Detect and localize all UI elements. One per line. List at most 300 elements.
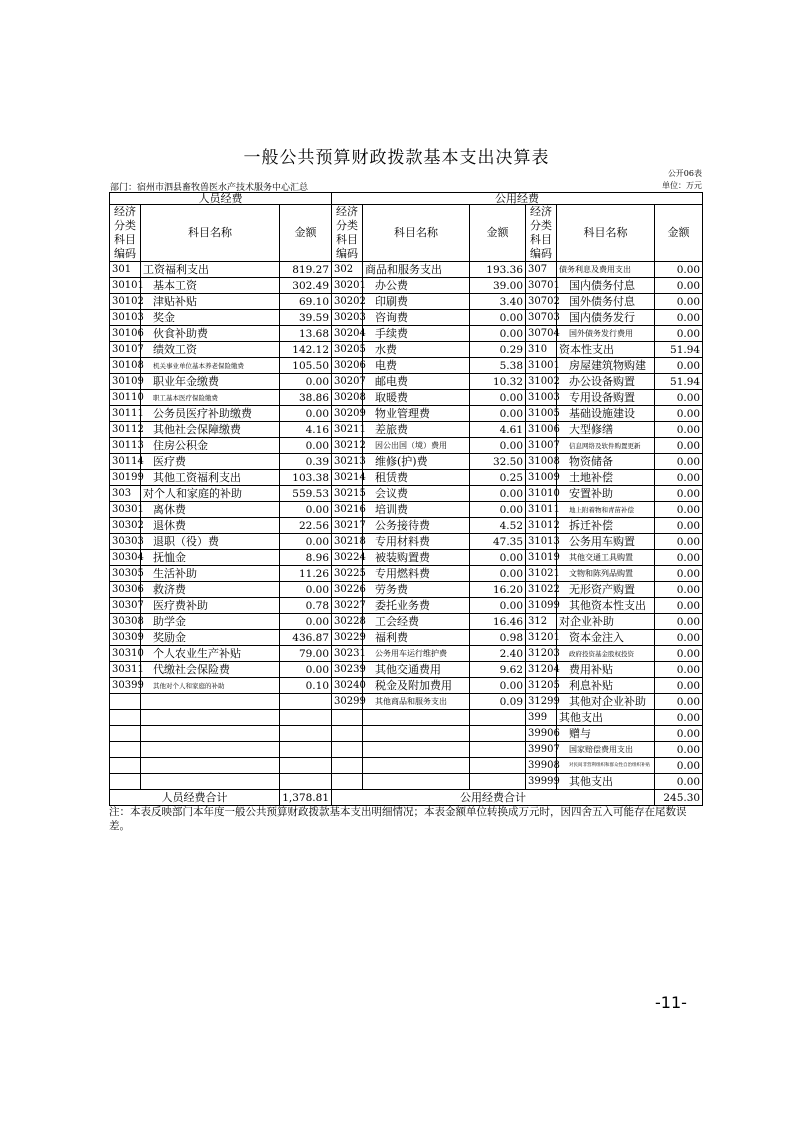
footnote: 注：本表反映部门本年度一般公共预算财政拨款基本支出明细情况；本表金额单位转换成万元时，因四舍五入可能存在尾数误差。 (109, 806, 687, 832)
table-cell-code (110, 694, 141, 710)
table-cell-code (332, 774, 363, 790)
table-cell-amount: 0.00 (655, 566, 703, 582)
table-cell-amount: 0.00 (280, 582, 332, 598)
table-row (110, 406, 703, 422)
table-cell-name: 奖励金 (141, 630, 280, 646)
table-cell-name: 绩效工资 (141, 342, 280, 358)
table-cell-name: 救济费 (141, 582, 280, 598)
table-cell-code: 301 (110, 262, 141, 278)
table-cell-name: 劳务费 (363, 582, 470, 598)
table-cell-code: 31011 (526, 502, 557, 518)
section-public: 公用经费 (332, 193, 703, 205)
table-cell-amount: 2.40 (470, 646, 526, 662)
table-cell-amount: 436.87 (280, 630, 332, 646)
table-cell-code: 30302 (110, 518, 141, 534)
table-cell-amount: 0.00 (655, 486, 703, 502)
table-cell-amount: 0.00 (280, 614, 332, 630)
table-cell-name: 医疗费补助 (141, 598, 280, 614)
table-row (110, 454, 703, 470)
table-cell-code: 30113 (110, 438, 141, 454)
table-cell-code: 30303 (110, 534, 141, 550)
table-cell-name: 商品和服务支出 (363, 262, 470, 278)
table-cell-code: 30102 (110, 294, 141, 310)
table-cell-amount: 0.00 (470, 598, 526, 614)
table-cell-name: 机关事业单位基本养老保险缴费 (141, 358, 280, 374)
table-cell-amount: 0.00 (655, 694, 703, 710)
table-cell-code: 31204 (526, 662, 557, 678)
table-cell-name (363, 758, 470, 774)
table-cell-code: 30109 (110, 374, 141, 390)
table-cell-code (110, 726, 141, 742)
table-cell-name: 其他交通费用 (363, 662, 470, 678)
table-cell-code: 31009 (526, 470, 557, 486)
table-cell-name: 专用材料费 (363, 534, 470, 550)
table-cell-amount: 16.20 (470, 582, 526, 598)
table-cell-name: 公务接待费 (363, 518, 470, 534)
table-cell-name: 津贴补贴 (141, 294, 280, 310)
table-cell-code: 30206 (332, 358, 363, 374)
table-cell-code: 31001 (526, 358, 557, 374)
table-cell-amount: 0.00 (470, 678, 526, 694)
table-cell-amount: 0.00 (655, 358, 703, 374)
table-cell-name: 被装购置费 (363, 550, 470, 566)
table-cell-code: 30310 (110, 646, 141, 662)
table-cell-name: 物业管理费 (363, 406, 470, 422)
table-cell-amount: 32.50 (470, 454, 526, 470)
table-cell-name: 因公出国（境）费用 (363, 438, 470, 454)
table-cell-amount (280, 758, 332, 774)
table-cell-name: 其他支出 (557, 710, 655, 726)
table-cell-code: 399 (526, 710, 557, 726)
table-cell-name: 租赁费 (363, 470, 470, 486)
table-cell-amount: 0.00 (655, 662, 703, 678)
table-cell-amount: 0.00 (655, 646, 703, 662)
table-cell-name: 政府投资基金股权投资 (557, 646, 655, 662)
table-cell-amount: 39.59 (280, 310, 332, 326)
form-number: 公开06表 (667, 169, 702, 178)
table-row (110, 710, 703, 726)
table-cell-name: 无形资产购置 (557, 582, 655, 598)
table-cell-code: 30226 (332, 582, 363, 598)
table-cell-amount (470, 758, 526, 774)
table-row (110, 758, 703, 774)
table-cell-code (110, 758, 141, 774)
table-cell-code: 30240 (332, 678, 363, 694)
table-cell-amount: 0.00 (280, 406, 332, 422)
table-cell-code: 31099 (526, 598, 557, 614)
table-cell-code: 30207 (332, 374, 363, 390)
table-cell-code: 31007 (526, 438, 557, 454)
table-row (110, 646, 703, 662)
table-cell-name: 信息网络及软件购置更新 (557, 438, 655, 454)
table-row (110, 310, 703, 326)
header-code: 经济分类科目编码 (332, 205, 363, 262)
table-cell-amount: 0.00 (470, 486, 526, 502)
table-cell-amount: 10.32 (470, 374, 526, 390)
table-cell-code: 31006 (526, 422, 557, 438)
table-cell-name: 工会经费 (363, 614, 470, 630)
table-row (110, 630, 703, 646)
table-cell-code (110, 774, 141, 790)
table-cell-code: 39999 (526, 774, 557, 790)
table-row (110, 374, 703, 390)
table-cell-name: 工资福利支出 (141, 262, 280, 278)
table-cell-code: 30111 (110, 406, 141, 422)
table-cell-name: 住房公积金 (141, 438, 280, 454)
table-cell-amount: 0.00 (655, 326, 703, 342)
table-cell-amount: 105.50 (280, 358, 332, 374)
table-cell-amount: 0.00 (655, 774, 703, 790)
table-cell-code: 30307 (110, 598, 141, 614)
header-amount: 金额 (655, 205, 703, 262)
table-cell-amount (280, 742, 332, 758)
table-row (110, 278, 703, 294)
table-cell-amount: 0.00 (655, 390, 703, 406)
table-cell-name (141, 742, 280, 758)
table-cell-amount: 39.00 (470, 278, 526, 294)
expenditure-table (109, 192, 703, 806)
table-cell-amount: 13.68 (280, 326, 332, 342)
table-cell-name: 公务用车购置 (557, 534, 655, 550)
table-cell-code: 30306 (110, 582, 141, 598)
table-row (110, 470, 703, 486)
table-cell-code: 30114 (110, 454, 141, 470)
table-cell-code: 30106 (110, 326, 141, 342)
table-cell-amount: 11.26 (280, 566, 332, 582)
table-cell-name: 拆迁补偿 (557, 518, 655, 534)
table-cell-code: 30215 (332, 486, 363, 502)
table-cell-amount: 0.78 (280, 598, 332, 614)
table-cell-amount: 0.00 (655, 678, 703, 694)
table-cell-code: 31203 (526, 646, 557, 662)
table-cell-name: 咨询费 (363, 310, 470, 326)
table-cell-amount: 0.00 (655, 614, 703, 630)
table-cell-name: 职工基本医疗保险缴费 (141, 390, 280, 406)
table-cell-amount: 103.38 (280, 470, 332, 486)
table-cell-name: 基本工资 (141, 278, 280, 294)
table-cell-code (110, 742, 141, 758)
table-cell-amount: 0.00 (655, 598, 703, 614)
table-cell-name: 公务员医疗补助缴费 (141, 406, 280, 422)
table-row (110, 502, 703, 518)
table-cell-code: 31002 (526, 374, 557, 390)
table-cell-amount (470, 742, 526, 758)
table-cell-name: 生活补助 (141, 566, 280, 582)
table-cell-amount: 47.35 (470, 534, 526, 550)
table-cell-name: 取暖费 (363, 390, 470, 406)
table-cell-amount: 0.98 (470, 630, 526, 646)
table-row (110, 598, 703, 614)
table-cell-code: 30103 (110, 310, 141, 326)
table-cell-code: 39908 (526, 758, 557, 774)
table-cell-amount: 0.00 (280, 502, 332, 518)
table-cell-code (332, 758, 363, 774)
table-cell-code: 30239 (332, 662, 363, 678)
header-code: 经济分类科目编码 (110, 205, 141, 262)
table-cell-amount: 16.46 (470, 614, 526, 630)
table-cell-name: 债务利息及费用支出 (557, 262, 655, 278)
table-cell-amount: 0.29 (470, 342, 526, 358)
table-cell-amount (470, 710, 526, 726)
table-cell-code: 30225 (332, 566, 363, 582)
table-cell-amount: 819.27 (280, 262, 332, 278)
table-cell-code: 30304 (110, 550, 141, 566)
table-cell-name: 资本金注入 (557, 630, 655, 646)
table-cell-name: 培训费 (363, 502, 470, 518)
table-cell-name: 其他工资福利支出 (141, 470, 280, 486)
table-cell-code: 30216 (332, 502, 363, 518)
table-cell-amount: 0.09 (470, 694, 526, 710)
table-cell-amount (470, 774, 526, 790)
table-cell-name: 国外债务发行费用 (557, 326, 655, 342)
table-cell-code: 302 (332, 262, 363, 278)
table-row (110, 614, 703, 630)
table-cell-amount: 22.56 (280, 518, 332, 534)
table-cell-amount: 0.00 (655, 310, 703, 326)
page-number: -11- (655, 993, 687, 1012)
table-row (110, 566, 703, 582)
table-cell-code: 30112 (110, 422, 141, 438)
table-row (110, 294, 703, 310)
table-cell-amount: 0.39 (280, 454, 332, 470)
table-cell-amount (280, 694, 332, 710)
table-cell-code: 30108 (110, 358, 141, 374)
table-cell-name: 办公费 (363, 278, 470, 294)
table-cell-amount: 69.10 (280, 294, 332, 310)
table-row (110, 390, 703, 406)
table-cell-code: 30211 (332, 422, 363, 438)
table-cell-amount: 0.10 (280, 678, 332, 694)
table-row (110, 262, 703, 278)
table-cell-code: 31019 (526, 550, 557, 566)
table-cell-code: 30231 (332, 646, 363, 662)
table-cell-amount: 3.40 (470, 294, 526, 310)
table-cell-name: 办公设备购置 (557, 374, 655, 390)
table-cell-name: 专用燃料费 (363, 566, 470, 582)
table-row (110, 582, 703, 598)
table-cell-code: 31003 (526, 390, 557, 406)
table-cell-code: 30214 (332, 470, 363, 486)
table-cell-code: 30701 (526, 278, 557, 294)
table-cell-code: 30107 (110, 342, 141, 358)
table-cell-amount: 8.96 (280, 550, 332, 566)
table-cell-code: 30309 (110, 630, 141, 646)
table-cell-amount: 5.38 (470, 358, 526, 374)
table-row (110, 694, 703, 710)
table-cell-amount: 0.00 (655, 502, 703, 518)
table-row (110, 326, 703, 342)
table-cell-name: 个人农业生产补贴 (141, 646, 280, 662)
table-cell-code: 30704 (526, 326, 557, 342)
table-cell-name: 文物和陈列品购置 (557, 566, 655, 582)
table-cell-code: 30209 (332, 406, 363, 422)
table-cell-name: 福利费 (363, 630, 470, 646)
table-cell-name: 对企业补助 (557, 614, 655, 630)
table-cell-name: 公务用车运行维护费 (363, 646, 470, 662)
table-cell-amount: 0.00 (470, 406, 526, 422)
table-cell-name: 国内债务付息 (557, 278, 655, 294)
table-cell-amount: 0.00 (655, 726, 703, 742)
table-cell-amount: 0.00 (655, 454, 703, 470)
table-cell-code: 30229 (332, 630, 363, 646)
table-cell-amount (280, 710, 332, 726)
table-cell-code: 31205 (526, 678, 557, 694)
table-row (110, 422, 703, 438)
table-cell-code (110, 710, 141, 726)
table-row (110, 438, 703, 454)
table-cell-code: 30305 (110, 566, 141, 582)
table-cell-code (332, 742, 363, 758)
table-cell-amount: 0.00 (655, 550, 703, 566)
table-cell-name (363, 742, 470, 758)
table-cell-amount: 4.16 (280, 422, 332, 438)
table-cell-code: 39907 (526, 742, 557, 758)
header-amount: 金额 (280, 205, 332, 262)
header-amount: 金额 (470, 205, 526, 262)
table-cell-name: 国外债务付息 (557, 294, 655, 310)
table-cell-name: 大型修缮 (557, 422, 655, 438)
table-cell-name: 退职（役）费 (141, 534, 280, 550)
table-cell-amount: 142.12 (280, 342, 332, 358)
table-cell-amount: 51.94 (655, 374, 703, 390)
table-cell-name: 土地补偿 (557, 470, 655, 486)
table-cell-amount: 0.00 (655, 742, 703, 758)
table-cell-code: 30208 (332, 390, 363, 406)
table-cell-amount: 0.00 (470, 326, 526, 342)
table-cell-code: 30218 (332, 534, 363, 550)
table-row (110, 518, 703, 534)
table-cell-name: 费用补贴 (557, 662, 655, 678)
table-cell-amount: 0.00 (655, 518, 703, 534)
table-cell-code: 30204 (332, 326, 363, 342)
table-cell-amount: 38.86 (280, 390, 332, 406)
table-cell-amount: 193.36 (470, 262, 526, 278)
table-cell-name: 伙食补助费 (141, 326, 280, 342)
table-cell-amount: 0.00 (655, 582, 703, 598)
table-cell-code: 30702 (526, 294, 557, 310)
table-row (110, 726, 703, 742)
public-total-label: 公用经费合计 (332, 790, 655, 806)
table-cell-name: 会议费 (363, 486, 470, 502)
table-cell-code: 31010 (526, 486, 557, 502)
table-cell-code: 30299 (332, 694, 363, 710)
table-cell-code: 30399 (110, 678, 141, 694)
table-cell-amount: 0.00 (280, 438, 332, 454)
table-cell-name: 对个人和家庭的补助 (141, 486, 280, 502)
table-cell-amount: 0.00 (470, 550, 526, 566)
table-cell-name: 房屋建筑物购建 (557, 358, 655, 374)
table-cell-code: 30205 (332, 342, 363, 358)
table-row (110, 774, 703, 790)
table-cell-amount: 0.00 (655, 758, 703, 774)
table-cell-amount: 0.00 (655, 534, 703, 550)
table-cell-name: 职业年金缴费 (141, 374, 280, 390)
header-name: 科目名称 (141, 205, 280, 262)
personnel-total-amount: 1,378.81 (280, 790, 332, 806)
table-cell-name: 其他对企业补助 (557, 694, 655, 710)
table-cell-code: 30224 (332, 550, 363, 566)
table-cell-name: 其他社会保障缴费 (141, 422, 280, 438)
table-cell-amount: 0.00 (655, 278, 703, 294)
table-cell-name: 其他资本性支出 (557, 598, 655, 614)
table-cell-name (363, 726, 470, 742)
table-cell-name: 地上附着物和青苗补偿 (557, 502, 655, 518)
table-cell-code: 30228 (332, 614, 363, 630)
table-cell-name: 对民间非营利组织和群众性自治组织补贴 (557, 758, 655, 774)
table-cell-amount: 0.00 (470, 502, 526, 518)
table-cell-code: 30110 (110, 390, 141, 406)
table-cell-name (363, 774, 470, 790)
table-cell-code (332, 726, 363, 742)
unit-label: 单位：万元 (662, 181, 702, 190)
page-title: 一般公共预算财政拨款基本支出决算表 (243, 148, 550, 168)
table-cell-name: 资本性支出 (557, 342, 655, 358)
table-cell-name: 利息补贴 (557, 678, 655, 694)
table-cell-code: 31299 (526, 694, 557, 710)
table-cell-name: 赠与 (557, 726, 655, 742)
table-cell-name: 安置补助 (557, 486, 655, 502)
table-cell-name: 基础设施建设 (557, 406, 655, 422)
table-cell-amount: 0.00 (470, 390, 526, 406)
table-cell-code: 30213 (332, 454, 363, 470)
table-cell-name: 其他支出 (557, 774, 655, 790)
table-cell-name: 水费 (363, 342, 470, 358)
personnel-total-label: 人员经费合计 (110, 790, 280, 806)
table-cell-name: 抚恤金 (141, 550, 280, 566)
table-cell-code: 312 (526, 614, 557, 630)
header-code: 经济分类科目编码 (526, 205, 557, 262)
table-cell-code: 30227 (332, 598, 363, 614)
table-cell-code: 31008 (526, 454, 557, 470)
table-cell-name (141, 726, 280, 742)
table-cell-name: 电费 (363, 358, 470, 374)
table-cell-amount (280, 774, 332, 790)
table-cell-name: 代缴社会保险费 (141, 662, 280, 678)
table-cell-code: 31012 (526, 518, 557, 534)
table-cell-name (141, 710, 280, 726)
table-cell-code: 30201 (332, 278, 363, 294)
table-cell-amount: 9.62 (470, 662, 526, 678)
table-cell-name: 医疗费 (141, 454, 280, 470)
table-cell-name: 物资储备 (557, 454, 655, 470)
table-cell-amount: 0.00 (470, 566, 526, 582)
table-cell-name: 离休费 (141, 502, 280, 518)
table-cell-code: 31021 (526, 566, 557, 582)
table-cell-amount: 0.00 (280, 534, 332, 550)
table-row (110, 550, 703, 566)
table-cell-code: 30308 (110, 614, 141, 630)
table-cell-code: 31201 (526, 630, 557, 646)
table-cell-amount: 0.00 (655, 630, 703, 646)
table-cell-code: 31013 (526, 534, 557, 550)
header-name: 科目名称 (363, 205, 470, 262)
table-cell-name: 助学金 (141, 614, 280, 630)
table-row (110, 342, 703, 358)
table-cell-amount: 0.00 (280, 374, 332, 390)
table-row (110, 662, 703, 678)
table-cell-amount: 4.52 (470, 518, 526, 534)
table-cell-name (141, 694, 280, 710)
table-cell-amount: 0.00 (655, 262, 703, 278)
table-row (110, 486, 703, 502)
table-cell-code: 307 (526, 262, 557, 278)
table-cell-amount (280, 726, 332, 742)
table-cell-code: 31005 (526, 406, 557, 422)
table-cell-code: 30203 (332, 310, 363, 326)
table-cell-name: 退休费 (141, 518, 280, 534)
table-cell-name: 其他对个人和家庭的补助 (141, 678, 280, 694)
table-cell-amount: 0.00 (655, 710, 703, 726)
